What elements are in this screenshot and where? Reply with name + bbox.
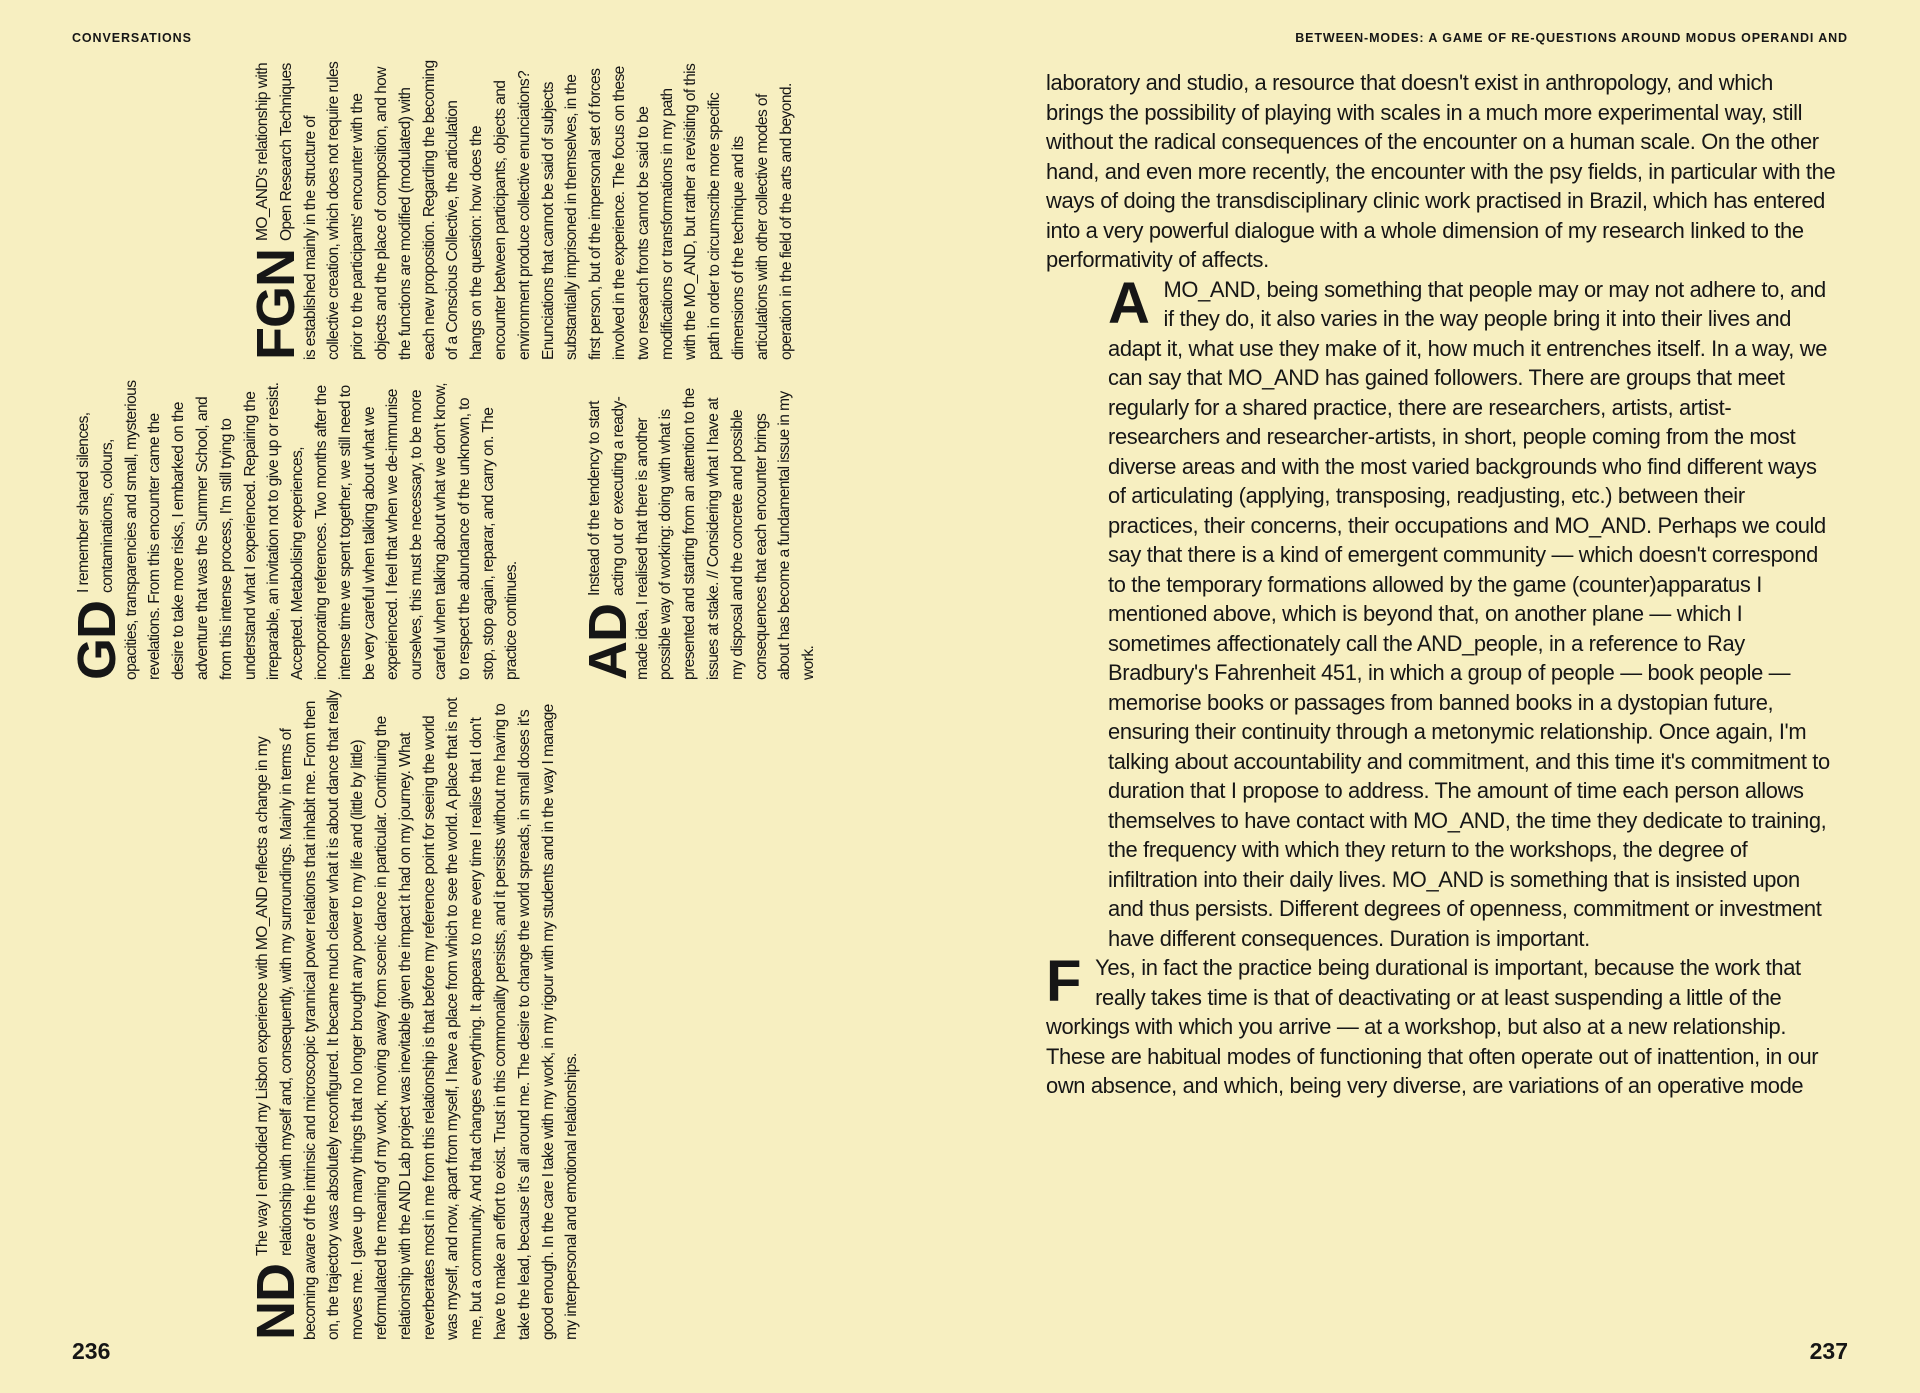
speaker-initials-gd: GD (67, 601, 127, 680)
conversation-block-nd (246, 690, 584, 1340)
conversation-text-nd: The way I embodied my Lisbon experience with MO_AND reflects a change in my relationship with myself and, consequently, with my surroundings. Mainly in terms of becoming aware of the intrinsic and microscopic tyrannical power relations that inhabit me. From then on, the trajectory was absolutely reconfigured. It became much clearer what it is about dance that really moves me. I gave up many things that no longer brought any power to my life and (little by little) reformulated the meaning of my work, moving away from scenic dance in particular. Continuing the relationship with the AND Lab project was inevitable given the impact it had on my journey. What reverberates most in me from this relationship is that before my reference point for seeing the world was myself, and now, apart from myself, I have a place from which to see the world. A place that is not me, but a community. And that changes everything. It appears to me every time I realise that I don't have to make an effort to exist. Trust in this commonality persists, and it persists without me having to take the lead, because it's all around me. The desire to change the world spreads, in small doses it's good enough. In the care I take with my work, in my rigour with my students and in the way I manage my interpersonal and emotional relationships. (254, 690, 581, 1340)
speaker-initials-nd: ND (246, 1264, 306, 1340)
page-number-right: 237 (1809, 1338, 1848, 1364)
right-page (960, 0, 1920, 1393)
paragraph-f (1046, 949, 1836, 1101)
speaker-initial-a: A (1108, 270, 1150, 336)
speaker-initial-f: F (1046, 949, 1082, 1014)
conversation-block-gd (67, 380, 524, 680)
paragraph-a-text: MO_AND, being something that people may or may not adhere to, and if they do, it also varies in the way people bring it into their lives and adapt it, what use they make of it, how much it entrenches itself. In a way, we can say that MO_AND has gained followers. There are groups that meet regularly for a shared practice, there are researchers, artists, artist-researchers and researcher-artists, in short, people coming from the most diverse areas and with the most varied backgrounds who find different ways of articulating (applying, transposing, readjusting, etc.) between their practices, their concerns, their occupations and MO_AND. Perhaps we could say that there is a kind of emergent community — which doesn't correspond to the temporary formations allowed by the game (counter)apparatus I mentioned above, which is beyond that, on another plane — which I sometimes affectionately call the AND_people, in a reference to Ray Bradbury's Fahrenheit 451, in which a group of people — book people — memorise books or passages from banned books in a dystopian future, ensuring their continuity through a metonymic relationship. Once again, I'm talking about accountability and commitment, and this time it's commitment to duration that I propose to address. The amount of time each person allows themselves to have contact with MO_AND, the time they dedicate to training, the frequency with which they return to the workshops, the degree of infiltration into their daily lives. MO_AND is something that is insisted upon and thus persists. Different degrees of openness, commitment or investment have different consequences. Duration is important. (1108, 276, 1830, 951)
running-head-right: BETWEEN-MODES: A GAME OF RE-QUESTIONS AROUND MODUS OPERANDI AND (1295, 31, 1848, 45)
conversation-text-gd: I remember shared silences, contaminations, colours, opacities, transparencies and small, mysterious revelations. From this encounter came the desire to take more risks, I embarked on the adventure that was the Summer School, and from this intense process, I'm still trying to understand what I experienced. Repairing the irreparable, an invitation not to give up or resist. Accepted. Metabolising experiences, incorporating references. Two months after the intense time we spent together, we still need to be very careful when talking about what we experienced. I feel that when we de-immunise ourselves, this must be necessary, to be more careful when talking about what we don't know, to respect the abundance of the unknown, to stop, stop again, reparar, and carry on. The practice continues. (75, 380, 521, 680)
speaker-initials-fgn: FGN (246, 249, 306, 360)
speaker-initials-ad: AD (578, 604, 638, 680)
conversation-text-ad: Instead of the tendency to start acting out or executing a ready-made idea, I realised that there is another possible way of working: doing with what is presented and starting from an attention to the issues at stake. // Considering what I have at my disposal and the concrete and possible consequences that each encounter brings about has become a fundamental issue in my work. (586, 388, 818, 680)
conversation-block-fgn (246, 60, 798, 360)
running-head-left: CONVERSATIONS (72, 31, 192, 45)
paragraph-f-text: Yes, in fact the practice being durational is important, because the work that really takes time is that of deactivating or at least suspending a little of the workings with which you arrive — at a workshop, but also at a new relationship. These are habitual modes of functioning that often operate out of inattention, in our own absence, and which, being very diverse, are variations of an operative mode (1046, 955, 1819, 1098)
continuation-paragraph: laboratory and studio, a resource that doesn't exist in anthropology, and which brings the possibility of playing with scales in a much more experimental way, still without the radical consequences of the encounter on a human scale. On the other hand, and even more recently, the encounter with the psy fields, in particular with the ways of doing the transdisciplinary clinic work practised in Brazil, which has entered into a very powerful dialogue with a whole dimension of my research linked to the performativity of affects. (1046, 70, 1836, 272)
conversation-text-fgn: MO_AND's relationship with Open Research Techniques is established mainly in the structure of collective creation, which does not require rules prior to the participants' encounter with the objects and the place of composition, and how the functions are modified (modulated) with each new proposition. Regarding the becoming of a Conscious Collective, the articulation hangs on the question: how does the encounter between participants, objects and environment produce collective enunciations? Enunciations that cannot be said of subjects substantially imprisoned in themselves, in the first person, but of the impersonal set of forces involved in the experience. The focus on these two research fronts cannot be said to be modifications or transformations in my path with the MO_AND, but rather a revisiting of this path in order to circumscribe more specific dimensions of the technique and its articulations with other collective modes of operation in the field of the arts and beyond. (254, 60, 795, 360)
main-text (1046, 68, 1836, 1101)
page-number-left: 236 (72, 1338, 111, 1364)
conversation-block-ad (578, 380, 821, 680)
paragraph-a (1108, 270, 1836, 954)
